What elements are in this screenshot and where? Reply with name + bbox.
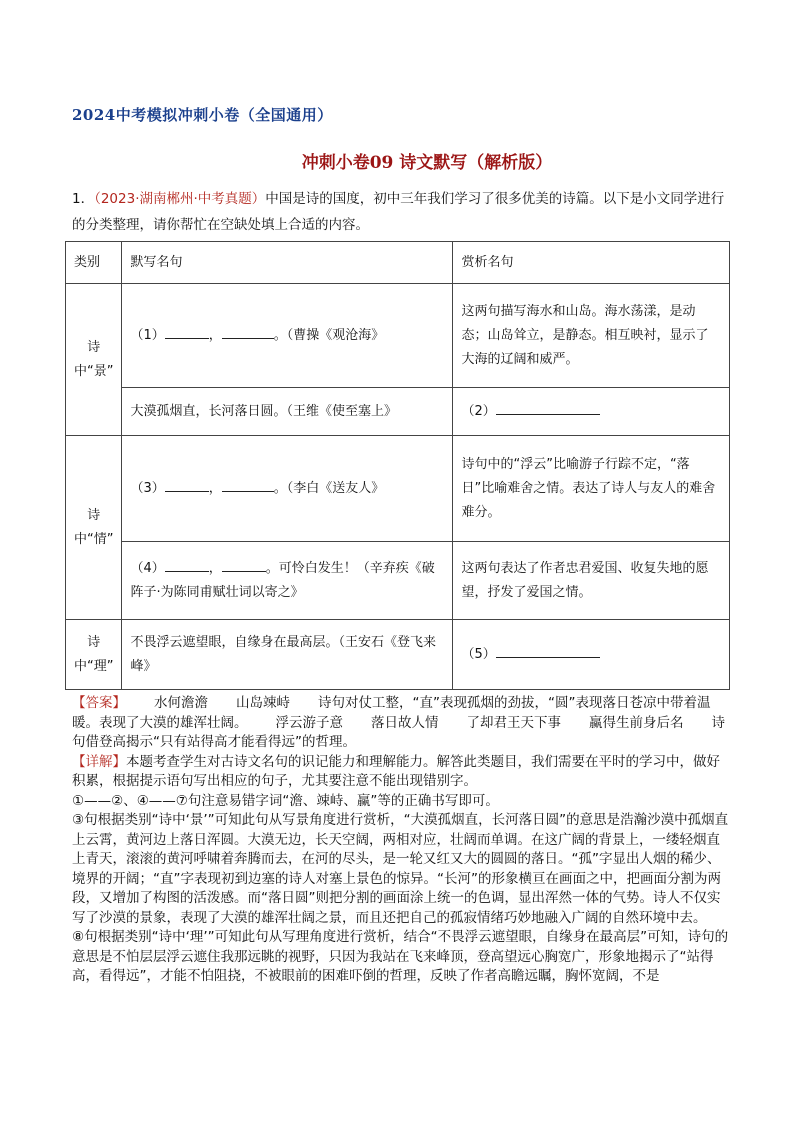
table-row xyxy=(66,388,730,436)
question-number: 1． xyxy=(72,191,95,207)
analysis-p3: ⑧句根据类别“诗中‘理’”可知此句从写理角度进行赏析，结合“不畏浮云遮望眼，自缘身在最高层”可知，诗句的意思是不怕层层浮云遮住我那远眺的视野，只因为我站在飞来峰顶，登高望远心胸宽广，形象地揭示了“站得高，看得远”，才能不怕阻挠，不被眼前的困难吓倒的哲理，反映了作者高瞻远瞩，胸怀宽阔，不是 xyxy=(72,929,729,984)
blank-3a[interactable] xyxy=(165,477,209,492)
cell-analysis-5: （5） xyxy=(453,620,730,690)
analysis-p2: ③句根据类别“诗中‘景’”可知此句从写景角度进行赏析，“大漠孤烟直，长河落日圆”的意思是浩瀚沙漠中孤烟直上云霄，黄河边上落日浑圆。大漠无边，长天空阔，两相对应，壮阔而单调。在这广阔的背景上，一缕轻烟直上青天，滚滚的黄河呼啸着奔腾而去，在河的尽头，是一轮又红又大的圆圆的落日。“孤”字显出人烟的稀少、境界的开阔；“直”字表现初到边塞的诗人对塞上景色的惊异。“长河”的形象横亘在画面之中，把画面分割为两段，又增加了构图的活泼感。而“落日圆”则把分割的画面涂上统一的色调，显出浑然一体的气势。诗人不仅实写了沙漠的景象，表现了大漠的雄浑壮阔之景，而且还把自己的孤寂情绪巧妙地融入广阔的自然环境中去。 xyxy=(72,812,729,926)
blank-5[interactable] xyxy=(496,643,600,658)
answer-section xyxy=(72,694,732,987)
table-row xyxy=(66,542,730,620)
blank-2[interactable] xyxy=(496,400,600,415)
cell-dictation-3: （3） ， 。（李白《送友人》 xyxy=(122,436,453,542)
table-row xyxy=(66,284,730,388)
category-reason: 诗中“理” xyxy=(66,620,122,690)
main-title: 冲刺小卷09 诗文默写（解析版） xyxy=(301,153,553,173)
cell-dictation-5: 不畏浮云遮望眼，自缘身在最高层。（王安石《登飞来峰》 xyxy=(122,620,453,690)
header-category: 类别 xyxy=(66,242,122,284)
cell-dictation-1: （1） ， 。（曹操《观沧海》 xyxy=(122,284,453,388)
header-analysis: 赏析名句 xyxy=(453,242,730,284)
cell-analysis-2: （2） xyxy=(453,388,730,436)
cell-dictation-4: （4） ， 。可怜白发生！（辛弃疾《破阵子·为陈同甫赋壮词以寄之》 xyxy=(122,542,453,620)
table-row xyxy=(66,620,730,690)
blank-4b[interactable] xyxy=(222,557,266,572)
question-source: （2023·湖南郴州·中考真题） xyxy=(94,191,266,207)
answer-tag: 【答案】 xyxy=(72,695,126,711)
table-header-row xyxy=(66,242,730,284)
exam-header-title: 2024中考模拟冲刺小卷（全国通用） xyxy=(72,106,333,124)
question-stem xyxy=(72,186,732,238)
question-text: 中国是诗的国度，初中三年我们学习了很多优美的诗篇。以下是小文同学进行的分类整理，请你帮忙在空缺处填上合适的内容。 xyxy=(72,191,725,233)
table-row xyxy=(66,436,730,542)
blank-1b[interactable] xyxy=(222,324,274,339)
analysis-intro: 【详解】本题考查学生对古诗文名句的识记能力和理解能力。解答此类题目，我们需要在平时的学习中，做好积累，根据提示语句写出相应的句子，尤其要注意不能出现错别字。 xyxy=(72,753,720,789)
poetry-table xyxy=(65,241,730,690)
cell-dictation-2: 大漠孤烟直，长河落日圆。（王维《使至塞上》 xyxy=(122,388,453,436)
analysis-p1: ①——②、④——⑦句注意易错字词“澹、竦峙、赢”等的正确书写即可。 xyxy=(72,792,499,809)
category-scene: 诗中“景” xyxy=(66,284,122,436)
header-dictation: 默写名句 xyxy=(122,242,453,284)
blank-4a[interactable] xyxy=(165,557,209,572)
answer-paragraph: 【答案】 水何澹澹 山岛竦峙 诗句对仗工整，“直”表现孤烟的劲拔，“圆”表现落日苍凉中带着温暖。表现了大漠的雄浑壮阔。 浮云游子意 落日故人情 了却君王天下事 赢得生前身后名 诗句借登高揭示“只有站得高才能看得远”的哲理。 xyxy=(72,695,725,750)
cell-analysis-1: 这两句描写海水和山岛。海水荡漾，是动态；山岛耸立，是静态。相互映衬，显示了大海的辽阔和威严。 xyxy=(453,284,730,388)
blank-1a[interactable] xyxy=(165,324,209,339)
cell-analysis-3: 诗句中的“浮云”比喻游子行踪不定，“落日”比喻难舍之情。表达了诗人与友人的难舍难分。 xyxy=(453,436,730,542)
cell-analysis-4: 这两句表达了作者忠君爱国、收复失地的愿望，抒发了爱国之情。 xyxy=(453,542,730,620)
category-emotion: 诗中“情” xyxy=(66,436,122,620)
blank-3b[interactable] xyxy=(222,477,274,492)
analysis-tag: 【详解】 xyxy=(72,753,126,770)
